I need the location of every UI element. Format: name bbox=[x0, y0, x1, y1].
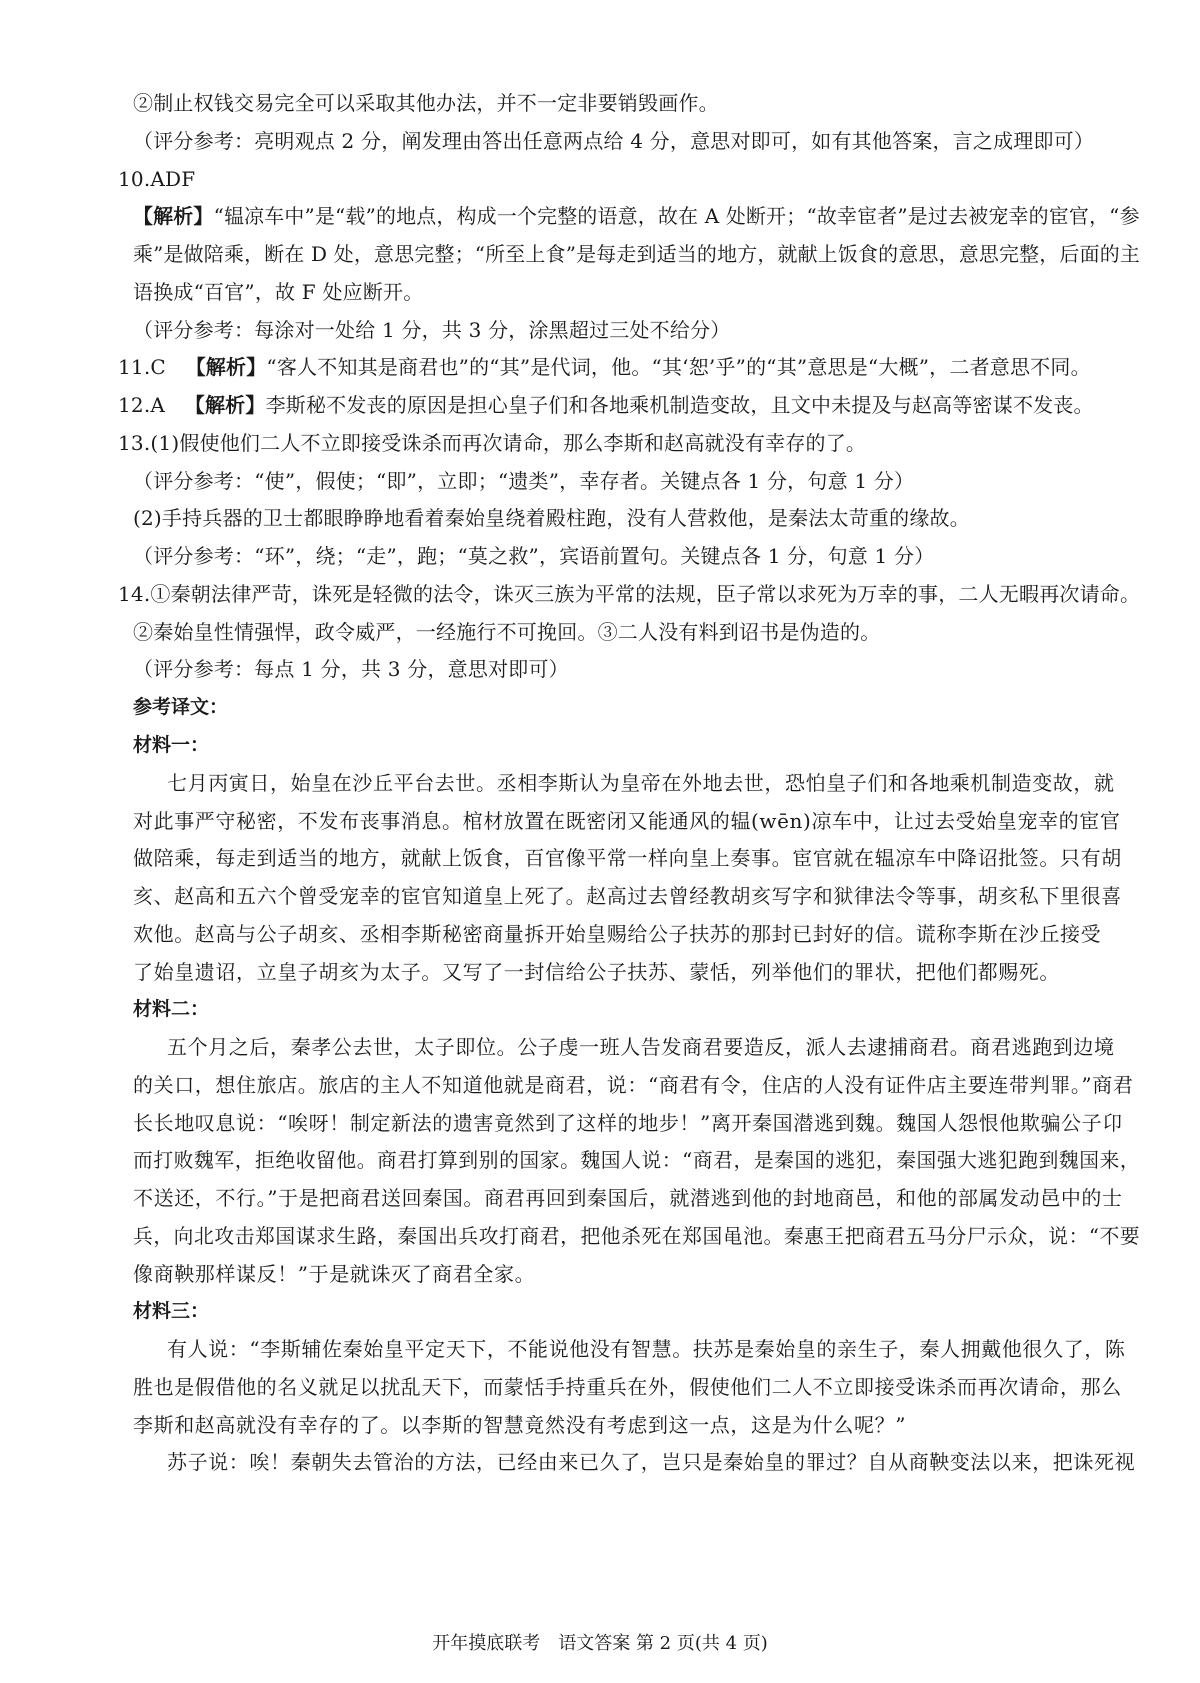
answer-13-2: (2)手持兵器的卫士都眼睁睁地看着秦始皇绕着殿柱跑，没有人营救他，是秦法太苛重的缘故。 bbox=[133, 506, 970, 530]
material-1-line: 亥、赵高和五六个曾受宠幸的宦官知道皇上死了。赵高过去曾经教胡亥写字和狱律法令等事，胡亥私下里很喜 bbox=[133, 884, 1122, 908]
scoring-note-13-1: （评分参考：“使”，假使；“即”，立即；“遗类”，幸存者。关键点各 1 分，句意 1 分） bbox=[133, 469, 915, 493]
analysis-text: 李斯秘不发丧的原因是担心皇子们和各地乘机制造变故，且文中未提及与赵高等密谋不发丧。 bbox=[265, 393, 1094, 417]
question-number: 11.C bbox=[118, 355, 166, 379]
material-1-line: 欢他。赵高与公子胡亥、丞相李斯秘密商量拆开始皇赐给公子扶苏的那封已封好的信。谎称李斯在沙丘接受 bbox=[133, 922, 1102, 946]
material-3-paragraph: 有人说：“李斯辅佐秦始皇平定天下，不能说他没有智慧。扶苏是秦始皇的亲生子，秦人拥戴他很久了，陈 bbox=[167, 1337, 1126, 1361]
material-2-line: 像商鞅那样谋反！”于是就诛灭了商君全家。 bbox=[133, 1262, 536, 1286]
material-2-title: 材料二： bbox=[133, 998, 210, 1020]
material-1-title: 材料一： bbox=[133, 734, 210, 756]
material-2-paragraph: 五个月之后，秦孝公去世，太子即位。公子虔一班人告发商君要造反，派人去逮捕商君。商君逃跑到边境 bbox=[167, 1035, 1115, 1059]
answer-9-point-2: ②制止权钱交易完全可以采取其他办法，并不一定非要销毁画作。 bbox=[133, 91, 719, 115]
answer-10-analysis-line-3: 语换成“百官”，故 F 处应断开。 bbox=[133, 280, 424, 304]
material-1-line: 了始皇遗诏，立皇子胡亥为太子。又写了一封信给公子扶苏、蒙恬，列举他们的罪状，把他们都赐死。 bbox=[133, 960, 1060, 984]
analysis-tag: 【解析】 bbox=[184, 393, 266, 417]
material-3-paragraph: 苏子说：唉！秦朝失去管治的方法，已经由来已久了，岂只是秦始皇的罪过？自从商鞅变法以来，把诛死视 bbox=[167, 1450, 1136, 1474]
material-3-title: 材料三： bbox=[133, 1300, 210, 1322]
material-3-line: 胜也是假借他的名义就足以扰乱天下，而蒙恬手持重兵在外，假使他们二人不立即接受诛杀而再次请命，那么 bbox=[133, 1375, 1122, 1399]
analysis-tag: 【解析】 bbox=[185, 355, 267, 379]
analysis-text: “辒凉车中”是“载”的地点，构成一个完整的语意，故在 A 处断开；“故幸宦者”是过去被宠幸的宦官，“参 bbox=[213, 204, 1140, 228]
material-3-line: 李斯和赵高就没有幸存的了。以李斯的智慧竟然没有考虑到这一点，这是为什么呢？” bbox=[133, 1413, 907, 1437]
material-2-line: 而打败魏军，拒绝收留他。商君打算到别的国家。魏国人说：“商君，是秦国的逃犯，秦国强大逃犯跑到魏国来， bbox=[133, 1148, 1141, 1172]
question-number: 12.A bbox=[118, 393, 166, 417]
scoring-note-9: （评分参考：亮明观点 2 分，阐发理由答出任意两点给 4 分，意思对即可，如有其他答案，言之成理即可） bbox=[133, 129, 1095, 153]
page-footer: 开年摸底联考 语文答案 第 2 页(共 4 页) bbox=[432, 1633, 768, 1654]
translation-heading: 参考译文： bbox=[133, 696, 229, 718]
material-1-line: 做陪乘，每走到适当的地方，就献上饭食，百官像平常一样向皇上奏事。宦官就在辒凉车中降诏批签。只有胡 bbox=[133, 846, 1122, 870]
scoring-note-14: （评分参考：每点 1 分，共 3 分，意思对即可） bbox=[133, 657, 569, 681]
answer-13-1: 13.(1)假使他们二人不立即接受诛杀而再次请命，那么李斯和赵高就没有幸存的了。 bbox=[118, 431, 867, 455]
material-2-line: 不送还，不行。”于是把商君送回秦国。商君再回到秦国后，就潜逃到他的封地商邑，和他的部属发动邑中的士 bbox=[133, 1186, 1123, 1210]
answer-14-line-1: 14.①秦朝法律严苛，诛死是轻微的法令，诛灭三族为平常的法规，臣子常以求死为万幸的事，二人无暇再次请命。 bbox=[118, 582, 1141, 606]
analysis-text: “客人不知其是商君也”的“其”是代词，他。“其‘恕’乎”的“其”意思是“大概”，二者意思不同。 bbox=[266, 355, 1091, 379]
answer-11 bbox=[118, 352, 1091, 382]
scoring-note-10: （评分参考：每涂对一处给 1 分，共 3 分，涂黑超过三处不给分） bbox=[133, 318, 731, 342]
material-2-line: 的关口，想住旅店。旅店的主人不知道他就是商君，说：“商君有令，住店的人没有证件店主要连带判罪。”商君 bbox=[133, 1073, 1134, 1097]
answer-10-analysis-line-1 bbox=[133, 201, 1140, 231]
material-2-line: 长长地叹息说：“唉呀！制定新法的遗害竟然到了这样的地步！”离开秦国潜逃到魏。魏国人怨恨他欺骗公子卬 bbox=[133, 1111, 1123, 1135]
answer-14-line-2: ②秦始皇性情强悍，政令威严，一经施行不可挽回。③二人没有料到诏书是伪造的。 bbox=[133, 620, 881, 644]
material-1-paragraph: 七月丙寅日，始皇在沙丘平台去世。丞相李斯认为皇帝在外地去世，恐怕皇子们和各地乘机制造变故，就 bbox=[167, 771, 1115, 795]
answer-12 bbox=[118, 390, 1094, 420]
analysis-tag: 【解析】 bbox=[133, 204, 214, 228]
scoring-note-13-2: （评分参考：“环”，绕；“走”，跑；“莫之救”，宾语前置句。关键点各 1 分，句意 1 分） bbox=[133, 544, 935, 568]
material-2-line: 兵，向北攻击郑国谋求生路，秦国出兵攻打商君，把他杀死在郑国黾池。秦惠王把商君五马分尸示众，说：“不要 bbox=[133, 1224, 1141, 1248]
answer-10: 10.ADF bbox=[118, 167, 196, 191]
answer-10-analysis-line-2: 乘”是做陪乘，断在 D 处，意思完整；“所至上食”是每走到适当的地方，就献上饭食的意思，意思完整，后面的主 bbox=[133, 242, 1141, 266]
material-1-line: 对此事严守秘密，不发布丧事消息。棺材放置在既密闭又能通风的辒(wēn)凉车中，让过去受始皇宠幸的宦官 bbox=[133, 809, 1121, 833]
